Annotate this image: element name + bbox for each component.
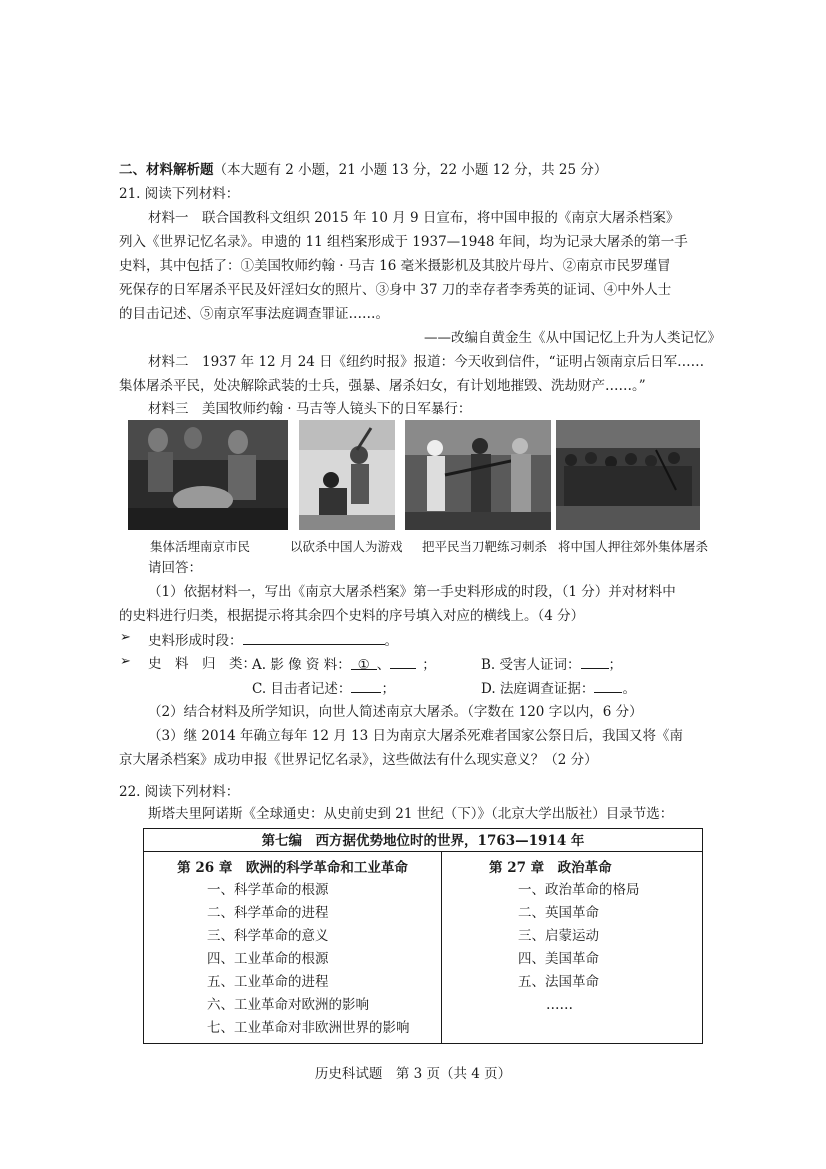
section-note: （本大题有 2 小题，21 小题 13 分，22 小题 12 分，共 25 分） xyxy=(213,162,608,178)
classification-row xyxy=(148,654,256,674)
toc-item: 五、工业革命的进程 xyxy=(207,974,329,990)
photo-caption: 集体活埋南京市民 xyxy=(150,539,251,554)
toc-chapter-27 xyxy=(442,852,703,1044)
toc-item: 二、科学革命的进程 xyxy=(207,905,329,921)
separator: 、 xyxy=(376,657,391,673)
material-1-line: 材料一 联合国教科文组织 2015 年 10 月 9 日宣布，将中国申报的《南京大屠杀档案》 xyxy=(148,210,680,226)
question-1-line: 的史料进行归类，根据提示将其余四个史料的序号填入对应的横线上。（4 分） xyxy=(119,608,585,624)
section-heading xyxy=(119,160,607,180)
toc-item: 一、政治革命的格局 xyxy=(518,882,640,898)
category-d-label: D. 法庭调查证据： xyxy=(481,681,595,697)
arrow-bullet-icon: ➢ xyxy=(120,630,131,645)
toc-item: 四、工业革命的根源 xyxy=(207,951,329,967)
period-end: 。 xyxy=(384,633,398,649)
period-answer-blank[interactable] xyxy=(243,630,385,645)
photo-caption: 将中国人押往郊外集体屠杀 xyxy=(558,539,709,554)
toc-item: 三、启蒙运动 xyxy=(518,928,599,944)
period-label: 史料形成时段： xyxy=(148,633,243,649)
photo-mass-execution-march xyxy=(556,420,700,530)
period-answer-row xyxy=(148,630,398,651)
category-c-row xyxy=(252,678,395,699)
page-footer: 历史科试题 第 3 页（共 4 页） xyxy=(314,1066,512,1082)
material-1-line: 死保存的日军屠杀平民及奸淫妇女的照片、③身中 37 刀的幸存者李秀英的证词、④中外人士 xyxy=(119,282,672,298)
category-b-label: B. 受害人证词： xyxy=(481,657,581,673)
photo-mass-burial xyxy=(128,420,288,530)
toc-item: 七、工业革命对非欧洲世界的影响 xyxy=(207,1020,410,1036)
question-2-line: （2）结合材料及所学知识，向世人简述南京大屠杀。（字数在 120 字以内，6 分） xyxy=(148,704,643,720)
photo-bayonet-practice xyxy=(405,420,551,530)
semicolon: ； xyxy=(608,657,623,673)
period-end: 。 xyxy=(622,681,636,697)
category-b-row xyxy=(481,654,622,675)
toc-item: 四、美国革命 xyxy=(518,951,599,967)
q22-intro: 斯塔夫里阿诺斯《全球通史：从史前史到 21 世纪（下）》（北京大学出版社）目录节选： xyxy=(148,806,674,822)
question-3-line: （3）继 2014 年确立每年 12 月 13 日为南京大屠杀死难者国家公祭日后，我国又将《南 xyxy=(148,728,684,744)
toc-part-header: 第七编 西方据优势地位时的世界，1763—1914 年 xyxy=(144,829,703,852)
arrow-bullet-icon: ➢ xyxy=(120,654,131,669)
category-a-blank[interactable] xyxy=(390,654,416,669)
chapter-title: 第 27 章 政治革命 xyxy=(489,860,612,876)
category-c-label: C. 目击者记述： xyxy=(252,681,352,697)
category-d-row xyxy=(481,678,636,699)
material-2-line: 集体屠杀平民，处决解除武装的士兵，强暴、屠杀妇女，有计划地摧毁、洗劫财产……。” xyxy=(119,378,646,394)
toc-item: 六、工业革命对欧洲的影响 xyxy=(207,997,369,1013)
category-d-blank[interactable] xyxy=(594,678,622,693)
photo-caption: 把平民当刀靶练习刺杀 xyxy=(422,539,548,554)
material-1-line: 列入《世界记忆名录》。申遗的 11 组档案形成于 1937—1948 年间，均为记录大屠杀的第一手 xyxy=(119,234,688,250)
q22-stem: 22. 阅读下列材料： xyxy=(119,784,240,800)
photo-killing-game xyxy=(299,420,395,530)
material-3-intro: 材料三 美国牧师约翰 · 马吉等人镜头下的日军暴行： xyxy=(148,401,472,417)
section-title: 二、材料解析题 xyxy=(119,162,214,178)
material-2-line: 材料二 1937 年 12 月 24 日《纽约时报》报道：今天收到信件，“证明占领南京后日军…… xyxy=(148,354,705,370)
chapter-title: 第 26 章 欧洲的科学革命和工业革命 xyxy=(177,860,408,876)
table-of-contents xyxy=(143,828,703,1044)
material-1-line: 的目击记述、⑤南京军事法庭调查罪证……。 xyxy=(119,306,389,322)
category-b-blank[interactable] xyxy=(581,654,609,669)
q21-stem: 21. 阅读下列材料： xyxy=(119,186,240,202)
semicolon: ； xyxy=(381,681,395,697)
toc-item: 五、法国革命 xyxy=(518,974,599,990)
photo-caption: 以砍杀中国人为游戏 xyxy=(290,539,403,554)
question-1-line: （1）依据材料一，写出《南京大屠杀档案》第一手史料形成的时段，（1 分）并对材料中 xyxy=(148,584,676,600)
semicolon: ； xyxy=(422,657,436,673)
toc-item: 三、科学革命的意义 xyxy=(207,928,329,944)
toc-item: 二、英国革命 xyxy=(518,905,599,921)
question-3-line: 京大屠杀档案》成功申报《世界记忆名录》，这些做法有什么现实意义？（2 分） xyxy=(119,752,598,768)
toc-chapter-26 xyxy=(144,852,442,1044)
toc-item: 一、科学革命的根源 xyxy=(207,882,329,898)
category-a-filled: ① xyxy=(351,655,377,670)
material-1-source: ——改编自黄金生《从中国记忆上升为人类记忆》 xyxy=(424,330,721,346)
category-a-row xyxy=(252,654,436,675)
material-1-line: 史料，其中包括了：①美国牧师约翰 · 马吉 16 毫米摄影机及其胶片母片、②南京市民罗瑾冒 xyxy=(119,258,671,274)
category-c-blank[interactable] xyxy=(351,678,381,693)
toc-item-ellipsis: …… xyxy=(546,997,573,1013)
ask-prompt: 请回答： xyxy=(148,560,202,576)
category-a-label: A. 影 像 资 料： xyxy=(252,657,351,673)
classification-label: 史 料 归 类： xyxy=(148,656,256,672)
